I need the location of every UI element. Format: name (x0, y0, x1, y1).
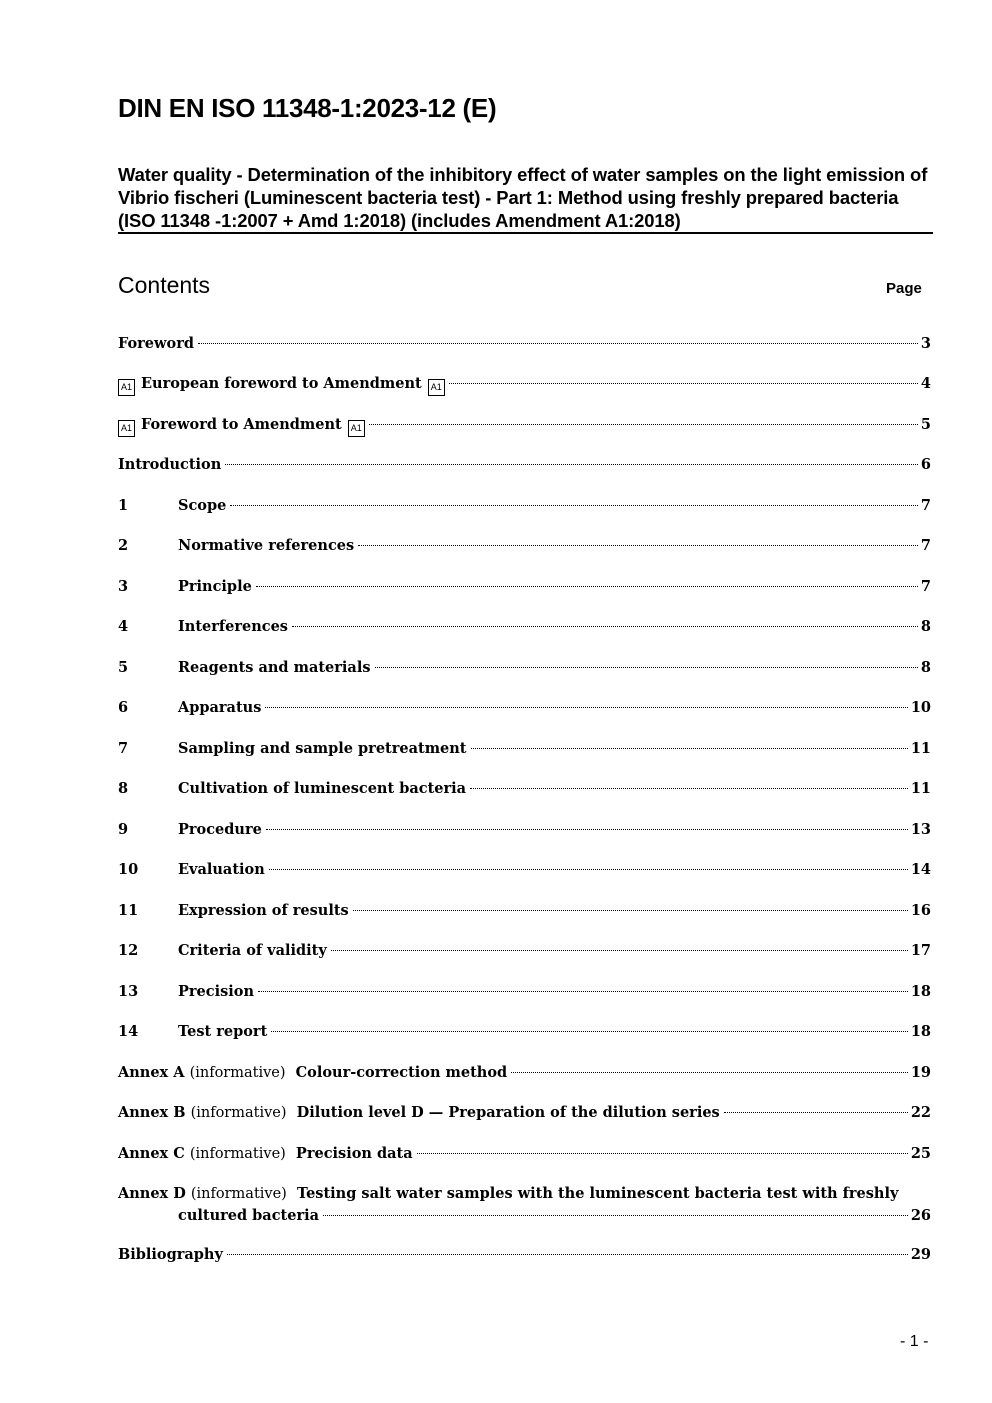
contents-heading: Contents (118, 272, 211, 298)
dot-leader (417, 1153, 908, 1154)
dot-leader (271, 1031, 908, 1032)
annex-id: Annex A (118, 1064, 185, 1081)
toc-entry-foreword-amendment[interactable] (118, 416, 931, 438)
toc-entry-label: Cultivation of luminescent bacteria (178, 780, 467, 797)
dot-leader (256, 586, 918, 587)
toc-entry-label: Procedure (178, 821, 262, 838)
toc-entry-annex-c[interactable] (118, 1145, 931, 1167)
annex-qualifier: (informative) (189, 1146, 286, 1162)
toc-entry-label: Scope (178, 497, 227, 514)
toc-entry-test-report[interactable] (118, 1023, 931, 1045)
toc-entry-number: 10 (118, 861, 139, 878)
toc-entry-label: Criteria of validity (178, 942, 327, 959)
dot-leader (353, 910, 908, 911)
toc-entry-annex-b[interactable] (118, 1104, 931, 1126)
toc-entry-bibliography[interactable] (118, 1246, 931, 1268)
toc-entry-number: 5 (118, 659, 129, 676)
toc-entry-page: 18 (910, 983, 931, 1000)
toc-entry-page: 13 (910, 821, 931, 838)
toc-entry-label: Interferences (178, 618, 288, 635)
toc-entry-page: 7 (920, 497, 931, 514)
toc-entry-page: 18 (910, 1023, 931, 1040)
toc-entry-page: 7 (920, 578, 931, 595)
dot-leader (225, 464, 918, 465)
dot-leader (449, 383, 918, 384)
toc-entry-apparatus[interactable] (118, 699, 931, 721)
toc-entry-label: Precision (178, 983, 254, 1000)
toc-entry-normative-references[interactable] (118, 537, 931, 559)
toc-entry-label: Sampling and sample pretreatment (178, 740, 467, 757)
dot-leader (292, 626, 918, 627)
toc-entry-page: 6 (920, 456, 931, 473)
toc-entry-sampling[interactable] (118, 740, 931, 762)
toc-entry-label: Colour-correction method (295, 1064, 508, 1081)
annex-qualifier: (informative) (189, 1065, 286, 1081)
toc-entry-page: 5 (920, 416, 931, 433)
dot-leader (331, 950, 908, 951)
toc-entry-number: 2 (118, 537, 129, 554)
annex-id: Annex D (118, 1185, 186, 1202)
toc-entry-page: 8 (920, 618, 931, 635)
toc-entry-page: 7 (920, 537, 931, 554)
toc-entry-label: Normative references (178, 537, 355, 554)
toc-entry-number: 12 (118, 942, 139, 959)
document-subtitle: Water quality - Determination of the inhibitory effect of water samples on the light emission of Vibrio fischeri (Luminescent bacteria test) - Part 1: Method using freshly prepared bacteria (ISO 11348 -1:2007 + Amd 1:2018) (includes Amendment A1:2018) (118, 163, 933, 234)
toc-entry-label: European foreword to Amendment (141, 375, 422, 392)
toc-entry-european-foreword[interactable] (118, 375, 931, 397)
toc-entry-label: Foreword to Amendment (141, 416, 342, 433)
toc-entry-page: 26 (910, 1207, 931, 1224)
dot-leader (375, 667, 918, 668)
dot-leader (471, 748, 908, 749)
toc-entry-label: Dilution level D — Preparation of the dilution series (296, 1104, 720, 1121)
page-column-heading: Page (886, 280, 922, 297)
toc-entry-page: 11 (910, 740, 931, 757)
dot-leader (269, 869, 908, 870)
dot-leader (470, 788, 908, 789)
toc-entry-label: Bibliography (118, 1246, 223, 1263)
toc-entry-label-continued: cultured bacteria (178, 1207, 319, 1224)
toc-entry-introduction[interactable] (118, 456, 931, 478)
dot-leader (369, 424, 918, 425)
toc-entry-number: 1 (118, 497, 129, 514)
toc-entry-foreword[interactable] (118, 335, 931, 357)
toc-entry-criteria-of-validity[interactable] (118, 942, 931, 964)
toc-entry-page: 4 (920, 375, 931, 392)
toc-entry-label: Foreword (118, 335, 194, 352)
dot-leader (227, 1254, 908, 1255)
toc-entry-number: 4 (118, 618, 129, 635)
toc-entry-page: 29 (910, 1246, 931, 1263)
toc-entry-number: 11 (118, 902, 139, 919)
amendment-end-marker-icon: A1 (428, 379, 445, 396)
dot-leader (323, 1215, 908, 1216)
annex-qualifier: (informative) (190, 1105, 287, 1121)
dot-leader (230, 505, 918, 506)
toc-entry-number: 6 (118, 699, 129, 716)
amendment-end-marker-icon: A1 (348, 420, 365, 437)
toc-entry-number: 8 (118, 780, 129, 797)
toc-entry-precision[interactable] (118, 983, 931, 1005)
toc-entry-page: 22 (910, 1104, 931, 1121)
toc-entry-page: 3 (920, 335, 931, 352)
toc-entry-number: 14 (118, 1023, 139, 1040)
toc-entry-page: 25 (910, 1145, 931, 1162)
dot-leader (198, 343, 918, 344)
toc-entry-page: 16 (910, 902, 931, 919)
toc-entry-page: 8 (920, 659, 931, 676)
page-number: - 1 - (900, 1333, 929, 1350)
toc-entry-page: 10 (910, 699, 931, 716)
toc-entry-number: 9 (118, 821, 129, 838)
dot-leader (358, 545, 918, 546)
toc-entry-page: 17 (910, 942, 931, 959)
toc-entry-expression-of-results[interactable] (118, 902, 931, 924)
dot-leader (265, 707, 907, 708)
toc-entry-procedure[interactable] (118, 821, 931, 843)
toc-entry-label: Principle (178, 578, 252, 595)
dot-leader (266, 829, 908, 830)
toc-entry-page: 11 (910, 780, 931, 797)
toc-entry-number: 7 (118, 740, 129, 757)
toc-entry-evaluation[interactable] (118, 861, 931, 883)
dot-leader (724, 1112, 908, 1113)
toc-entry-interferences[interactable] (118, 618, 931, 640)
toc-entry-label: Reagents and materials (178, 659, 371, 676)
toc-entry-number: 3 (118, 578, 129, 595)
toc-entry-label: Precision data (295, 1145, 413, 1162)
toc-entry-page: 19 (910, 1064, 931, 1081)
toc-entry-label: Test report (178, 1023, 268, 1040)
annex-id: Annex B (118, 1104, 186, 1121)
dot-leader (511, 1072, 908, 1073)
toc-entry-annex-a[interactable] (118, 1064, 931, 1086)
annex-id: Annex C (118, 1145, 185, 1162)
annex-qualifier: (informative) (190, 1186, 287, 1202)
toc-entry-label: Evaluation (178, 861, 265, 878)
toc-entry-scope[interactable] (118, 497, 931, 519)
dot-leader (258, 991, 908, 992)
toc-entry-reagents[interactable] (118, 659, 931, 681)
toc-entry-label: Introduction (118, 456, 222, 473)
toc-entry-cultivation[interactable] (118, 780, 931, 802)
toc-entry-page: 14 (910, 861, 931, 878)
toc-entry-label: Apparatus (178, 699, 262, 716)
toc-entry-principle[interactable] (118, 578, 931, 600)
amendment-start-marker-icon: A1 (118, 420, 135, 437)
amendment-start-marker-icon: A1 (118, 379, 135, 396)
document-title: DIN EN ISO 11348-1:2023-12 (E) (118, 93, 497, 123)
toc-entry-annex-d[interactable] (118, 1185, 931, 1229)
toc-entry-number: 13 (118, 983, 139, 1000)
toc-entry-label: Testing salt water samples with the luminescent bacteria test with freshly (296, 1185, 899, 1202)
toc-entry-label: Expression of results (178, 902, 349, 919)
